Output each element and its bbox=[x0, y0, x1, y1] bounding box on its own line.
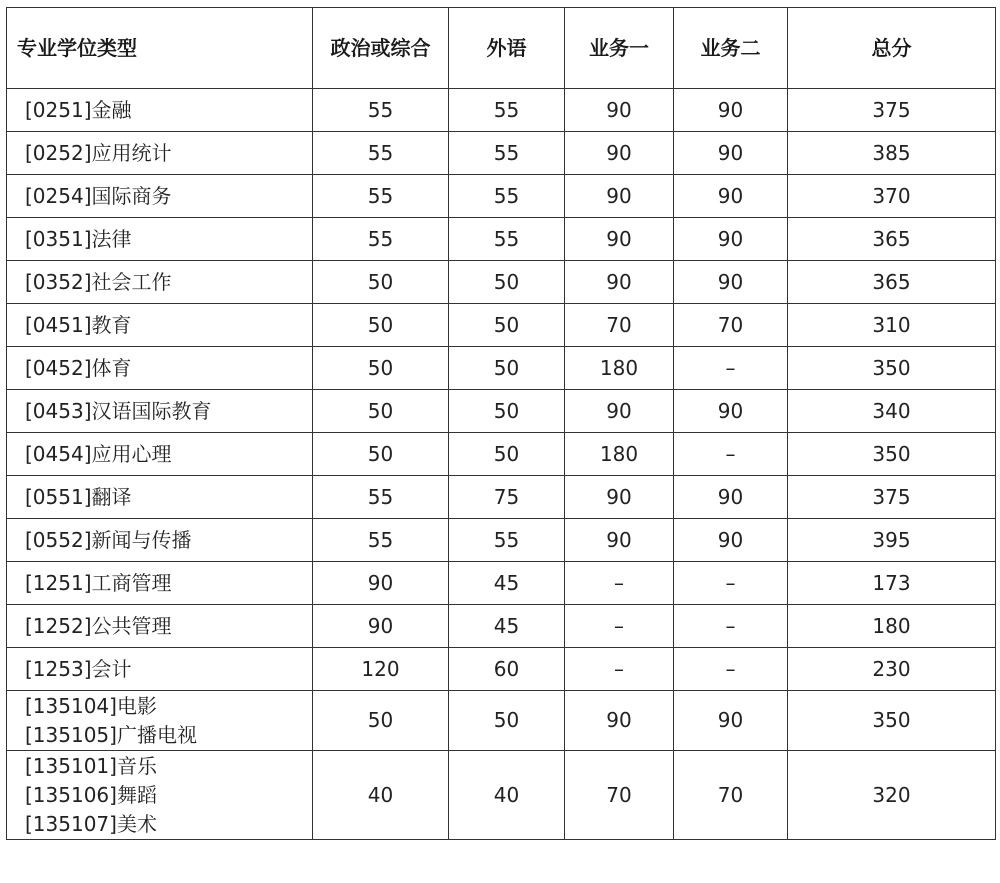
foreign-language-cell: 50 bbox=[449, 261, 565, 304]
degree-type-cell bbox=[7, 347, 313, 390]
subject-one-cell: 90 bbox=[565, 175, 674, 218]
degree-type-cell bbox=[7, 261, 313, 304]
total-cell: 350 bbox=[788, 347, 996, 390]
subject-two-cell: 70 bbox=[674, 304, 788, 347]
total-cell: 385 bbox=[788, 132, 996, 175]
degree-type-label: [135104]电影 bbox=[25, 693, 157, 718]
table-row bbox=[7, 261, 996, 304]
subject-one-cell: 90 bbox=[565, 390, 674, 433]
foreign-language-cell: 50 bbox=[449, 390, 565, 433]
degree-type-label: [1251]工商管理 bbox=[25, 570, 172, 595]
degree-type-label: [0552]新闻与传播 bbox=[25, 527, 192, 552]
degree-type-cell bbox=[7, 132, 313, 175]
politics-cell: 55 bbox=[313, 218, 449, 261]
degree-type-cell bbox=[7, 519, 313, 562]
foreign-language-cell: 60 bbox=[449, 648, 565, 691]
table-row bbox=[7, 390, 996, 433]
table-body bbox=[7, 89, 996, 840]
foreign-language-cell: 75 bbox=[449, 476, 565, 519]
subject-two-cell: 90 bbox=[674, 519, 788, 562]
foreign-language-cell: 55 bbox=[449, 175, 565, 218]
subject-one-cell: 70 bbox=[565, 304, 674, 347]
degree-type-cell bbox=[7, 691, 313, 751]
politics-cell: 50 bbox=[313, 691, 449, 751]
politics-cell: 50 bbox=[313, 304, 449, 347]
degree-type-label: [0453]汉语国际教育 bbox=[25, 398, 212, 423]
foreign-language-cell: 55 bbox=[449, 132, 565, 175]
table-row bbox=[7, 605, 996, 648]
subject-one-cell: 90 bbox=[565, 691, 674, 751]
subject-one-cell: 90 bbox=[565, 261, 674, 304]
total-cell: 375 bbox=[788, 476, 996, 519]
foreign-language-cell: 45 bbox=[449, 605, 565, 648]
foreign-language-cell: 40 bbox=[449, 751, 565, 840]
total-cell: 350 bbox=[788, 433, 996, 476]
header-degree-type: 专业学位类型 bbox=[7, 8, 313, 89]
subject-one-cell: 90 bbox=[565, 476, 674, 519]
degree-type-cell bbox=[7, 605, 313, 648]
degree-type-label: [135106]舞蹈 bbox=[25, 782, 157, 807]
degree-type-label: [0352]社会工作 bbox=[25, 269, 172, 294]
subject-one-cell: – bbox=[565, 605, 674, 648]
table-row bbox=[7, 751, 996, 840]
total-cell: 395 bbox=[788, 519, 996, 562]
subject-two-cell: – bbox=[674, 347, 788, 390]
table-row bbox=[7, 218, 996, 261]
header-total: 总分 bbox=[788, 8, 996, 89]
table-row bbox=[7, 691, 996, 751]
politics-cell: 120 bbox=[313, 648, 449, 691]
politics-cell: 55 bbox=[313, 132, 449, 175]
politics-cell: 55 bbox=[313, 175, 449, 218]
subject-two-cell: 70 bbox=[674, 751, 788, 840]
politics-cell: 50 bbox=[313, 347, 449, 390]
header-foreign-language: 外语 bbox=[449, 8, 565, 89]
degree-type-label: [0252]应用统计 bbox=[25, 140, 172, 165]
subject-one-cell: 90 bbox=[565, 519, 674, 562]
degree-type-cell bbox=[7, 304, 313, 347]
degree-type-cell bbox=[7, 89, 313, 132]
degree-type-label: [0452]体育 bbox=[25, 355, 132, 380]
subject-one-cell: 90 bbox=[565, 89, 674, 132]
total-cell: 340 bbox=[788, 390, 996, 433]
table-row bbox=[7, 304, 996, 347]
total-cell: 310 bbox=[788, 304, 996, 347]
total-cell: 320 bbox=[788, 751, 996, 840]
foreign-language-cell: 50 bbox=[449, 433, 565, 476]
subject-two-cell: – bbox=[674, 562, 788, 605]
subject-two-cell: 90 bbox=[674, 390, 788, 433]
degree-type-label: [0454]应用心理 bbox=[25, 441, 172, 466]
table-row bbox=[7, 562, 996, 605]
foreign-language-cell: 50 bbox=[449, 304, 565, 347]
score-table bbox=[6, 7, 996, 840]
degree-type-label: [1252]公共管理 bbox=[25, 613, 172, 638]
degree-type-cell bbox=[7, 433, 313, 476]
politics-cell: 40 bbox=[313, 751, 449, 840]
table-row bbox=[7, 347, 996, 390]
degree-type-label: [0251]金融 bbox=[25, 97, 132, 122]
politics-cell: 55 bbox=[313, 476, 449, 519]
subject-two-cell: 90 bbox=[674, 476, 788, 519]
degree-type-label: [1253]会计 bbox=[25, 656, 132, 681]
foreign-language-cell: 50 bbox=[449, 691, 565, 751]
degree-type-cell bbox=[7, 175, 313, 218]
subject-two-cell: 90 bbox=[674, 218, 788, 261]
total-cell: 375 bbox=[788, 89, 996, 132]
politics-cell: 55 bbox=[313, 89, 449, 132]
degree-type-cell bbox=[7, 476, 313, 519]
degree-type-label: [0351]法律 bbox=[25, 226, 132, 251]
subject-one-cell: 90 bbox=[565, 218, 674, 261]
subject-two-cell: 90 bbox=[674, 175, 788, 218]
subject-one-cell: – bbox=[565, 562, 674, 605]
degree-type-label: [135105]广播电视 bbox=[25, 722, 197, 747]
foreign-language-cell: 55 bbox=[449, 519, 565, 562]
subject-two-cell: 90 bbox=[674, 132, 788, 175]
foreign-language-cell: 55 bbox=[449, 89, 565, 132]
subject-one-cell: 70 bbox=[565, 751, 674, 840]
subject-two-cell: 90 bbox=[674, 261, 788, 304]
subject-one-cell: 180 bbox=[565, 347, 674, 390]
total-cell: 173 bbox=[788, 562, 996, 605]
degree-type-cell bbox=[7, 562, 313, 605]
subject-one-cell: 90 bbox=[565, 132, 674, 175]
degree-type-label: [0551]翻译 bbox=[25, 484, 132, 509]
foreign-language-cell: 50 bbox=[449, 347, 565, 390]
total-cell: 350 bbox=[788, 691, 996, 751]
degree-type-cell bbox=[7, 390, 313, 433]
politics-cell: 55 bbox=[313, 519, 449, 562]
degree-type-cell bbox=[7, 218, 313, 261]
table-row bbox=[7, 519, 996, 562]
politics-cell: 50 bbox=[313, 261, 449, 304]
subject-one-cell: – bbox=[565, 648, 674, 691]
subject-two-cell: – bbox=[674, 433, 788, 476]
degree-type-cell bbox=[7, 648, 313, 691]
foreign-language-cell: 45 bbox=[449, 562, 565, 605]
foreign-language-cell: 55 bbox=[449, 218, 565, 261]
politics-cell: 50 bbox=[313, 390, 449, 433]
table-row bbox=[7, 476, 996, 519]
table-row bbox=[7, 648, 996, 691]
table-row bbox=[7, 89, 996, 132]
degree-type-label: [135101]音乐 bbox=[25, 753, 157, 778]
total-cell: 365 bbox=[788, 218, 996, 261]
subject-two-cell: 90 bbox=[674, 89, 788, 132]
subject-two-cell: – bbox=[674, 648, 788, 691]
degree-type-cell bbox=[7, 751, 313, 840]
subject-two-cell: 90 bbox=[674, 691, 788, 751]
table-row bbox=[7, 175, 996, 218]
politics-cell: 50 bbox=[313, 433, 449, 476]
total-cell: 230 bbox=[788, 648, 996, 691]
politics-cell: 90 bbox=[313, 605, 449, 648]
degree-type-label: [0254]国际商务 bbox=[25, 183, 172, 208]
politics-cell: 90 bbox=[313, 562, 449, 605]
subject-two-cell: – bbox=[674, 605, 788, 648]
header-row bbox=[7, 8, 996, 89]
header-subject-two: 业务二 bbox=[674, 8, 788, 89]
subject-one-cell: 180 bbox=[565, 433, 674, 476]
header-politics: 政治或综合 bbox=[313, 8, 449, 89]
degree-type-label: [135107]美术 bbox=[25, 811, 157, 836]
header-subject-one: 业务一 bbox=[565, 8, 674, 89]
total-cell: 365 bbox=[788, 261, 996, 304]
total-cell: 180 bbox=[788, 605, 996, 648]
table-row bbox=[7, 433, 996, 476]
table-row bbox=[7, 132, 996, 175]
degree-type-label: [0451]教育 bbox=[25, 312, 132, 337]
total-cell: 370 bbox=[788, 175, 996, 218]
